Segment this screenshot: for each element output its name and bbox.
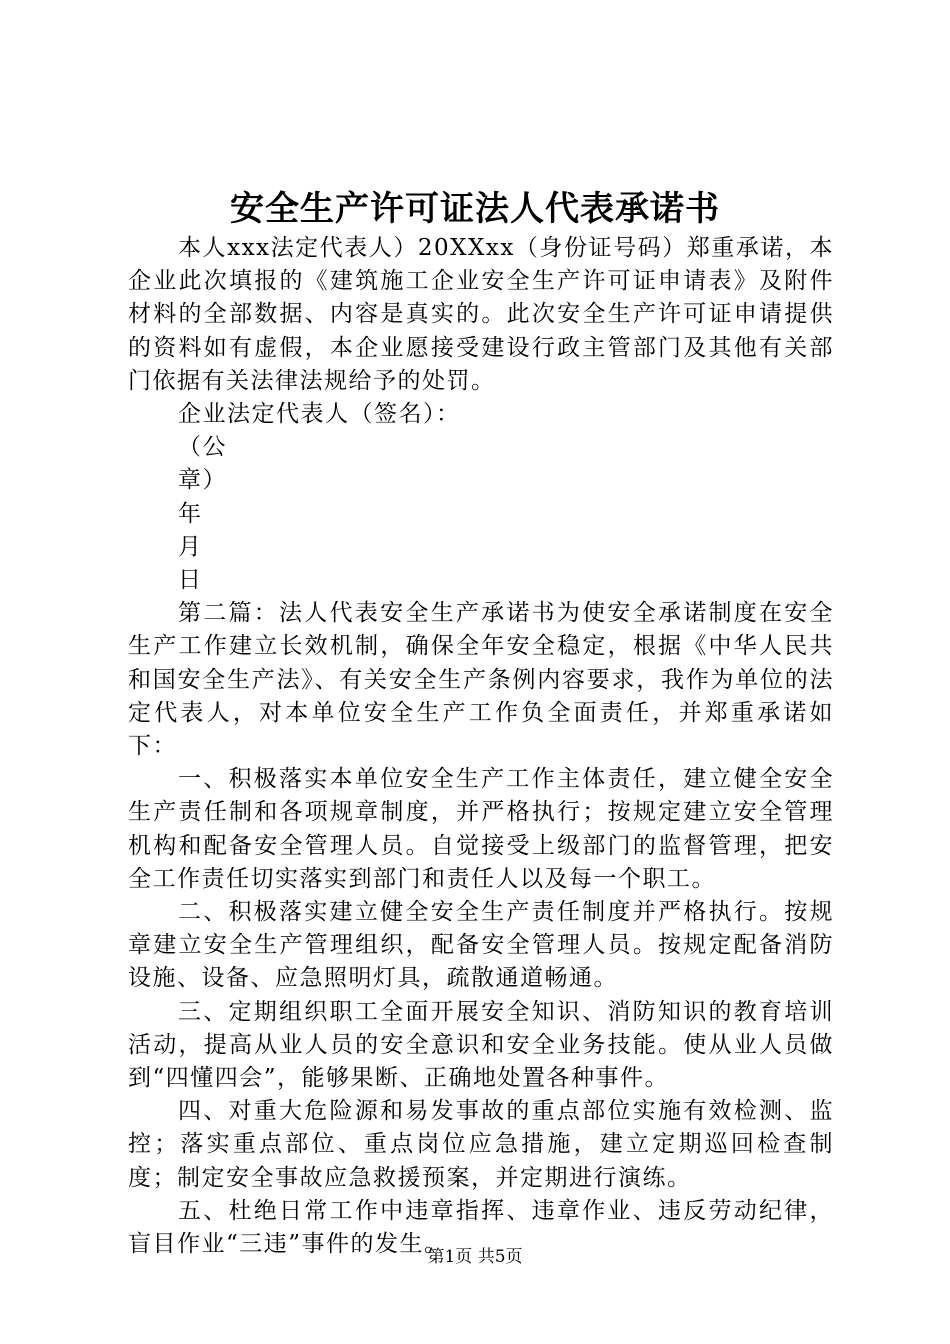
paragraph-item-4: 四、对重大危险源和易发事故的重点部位实施有效检测、监控；落实重点部位、重点岗位应急措施，建立定期巡回检查制度；制定安全事故应急救援预案，并定期进行演练。 (128, 1098, 834, 1191)
paragraph-item-2: 二、积极落实建立健全安全生产责任制度并严格执行。按规章建立安全生产管理组织，配备安全管理人员。按规定配备消防设施、设备、应急照明灯具，疏散通道畅通。 (128, 899, 834, 992)
date-day: 日 (178, 567, 203, 594)
paragraph-item-3: 三、定期组织职工全面开展安全知识、消防知识的教育培训活动，提高从业人员的安全意识和安全业务技能。使从业人员做到“四懂四会”，能够果断、正确地处置各种事件。 (128, 998, 834, 1092)
date-month: 月 (178, 533, 203, 560)
seal-line-2: 章） (178, 467, 227, 494)
document-body (128, 232, 834, 1261)
page-footer: 第1页 共5页 (427, 1247, 523, 1267)
paragraph-item-1: 一、积极落实本单位安全生产工作主体责任，建立健全安全生产责任制和各项规章制度，并严格执行；按规定建立安全管理机构和配备安全管理人员。自觉接受上级部门的监督管理，把安全工作责任切实落实到部门和责任人以及每一个职工。 (128, 766, 834, 892)
signature-line: 企业法定代表人（签名）： (178, 401, 461, 428)
paragraph-commitment: 本人xxx法定代表人）20XXxx（身份证号码）郑重承诺，本企业此次填报的《建筑施工企业安全生产许可证申请表》及附件材料的全部数据、内容是真实的。此次安全生产许可证申请提供的资料如有虚假，本企业愿接受建设行政主管部门及其他有关部门依据有关法律法规给予的处罚。 (128, 235, 834, 394)
date-year: 年 (178, 500, 203, 527)
seal-line-1: （公 (178, 434, 227, 461)
paragraph-item-5: 五、杜绝日常工作中违章指挥、违章作业、违反劳动纪律，盲目作业“三违”事件的发生。 (128, 1197, 834, 1258)
paragraph-second-part: 第二篇：法人代表安全生产承诺书为使安全承诺制度在安全生产工作建立长效机制，确保全年安全稳定，根据《中华人民共和国安全生产法》、有关安全生产条例内容要求，我作为单位的法定代表人，对本单位安全生产工作负全面责任，并郑重承诺如下： (128, 600, 834, 760)
document-title: 安全生产许可证法人代表承诺书 (230, 189, 720, 229)
